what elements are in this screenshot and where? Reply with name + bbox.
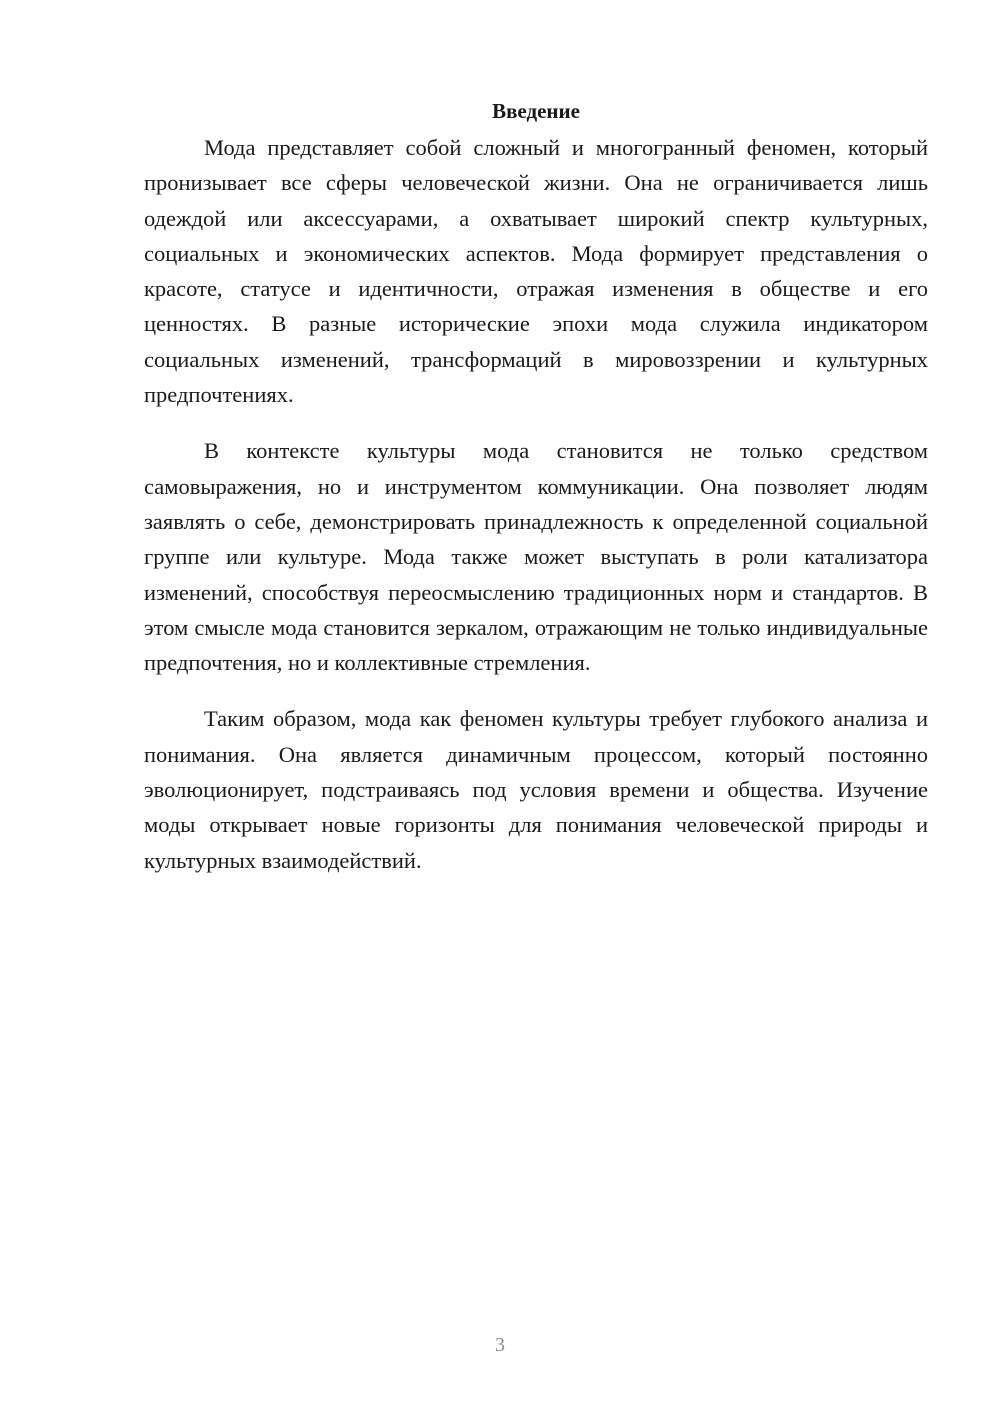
paragraph-2: В контексте культуры мода становится не только средством самовыражения, но и инструментом коммуникации. Она позволяет людям заявлять о себе, демонстрировать принадлежность к определенной социальной группе или культуре. Мода также может выступать в роли катализатора изменений, способствуя переосмыслению традиционных норм и стандартов. В этом смысле мода становится зеркалом, отражающим не только индивидуальные предпочтения, но и коллективные стремления.: [144, 438, 928, 676]
paragraph-3: Таким образом, мода как феномен культуры требует глубокого анализа и понимания. Она является динамичным процессом, который постоянно эволюционирует, подстраиваясь под условия времени и общества. Изучение моды открывает новые горизонты для понимания человеческой природы и культурных взаимодействий.: [144, 706, 928, 873]
paragraph-1: Мода представляет собой сложный и многогранный феномен, который пронизывает все сферы человеческой жизни. Она не ограничивается лишь одеждой или аксессуарами, а охватывает широкий спектр культурных, социальных и экономических аспектов. Мода формирует представления о красоте, статусе и идентичности, отражая изменения в обществе и его ценностях. В разные исторические эпохи мода служила индикатором социальных изменений, трансформаций в мировоззрении и культурных предпочтениях.: [144, 135, 928, 408]
page-content: [144, 96, 928, 899]
section-heading: Введение: [492, 99, 580, 123]
page-number: 3: [495, 1334, 505, 1356]
